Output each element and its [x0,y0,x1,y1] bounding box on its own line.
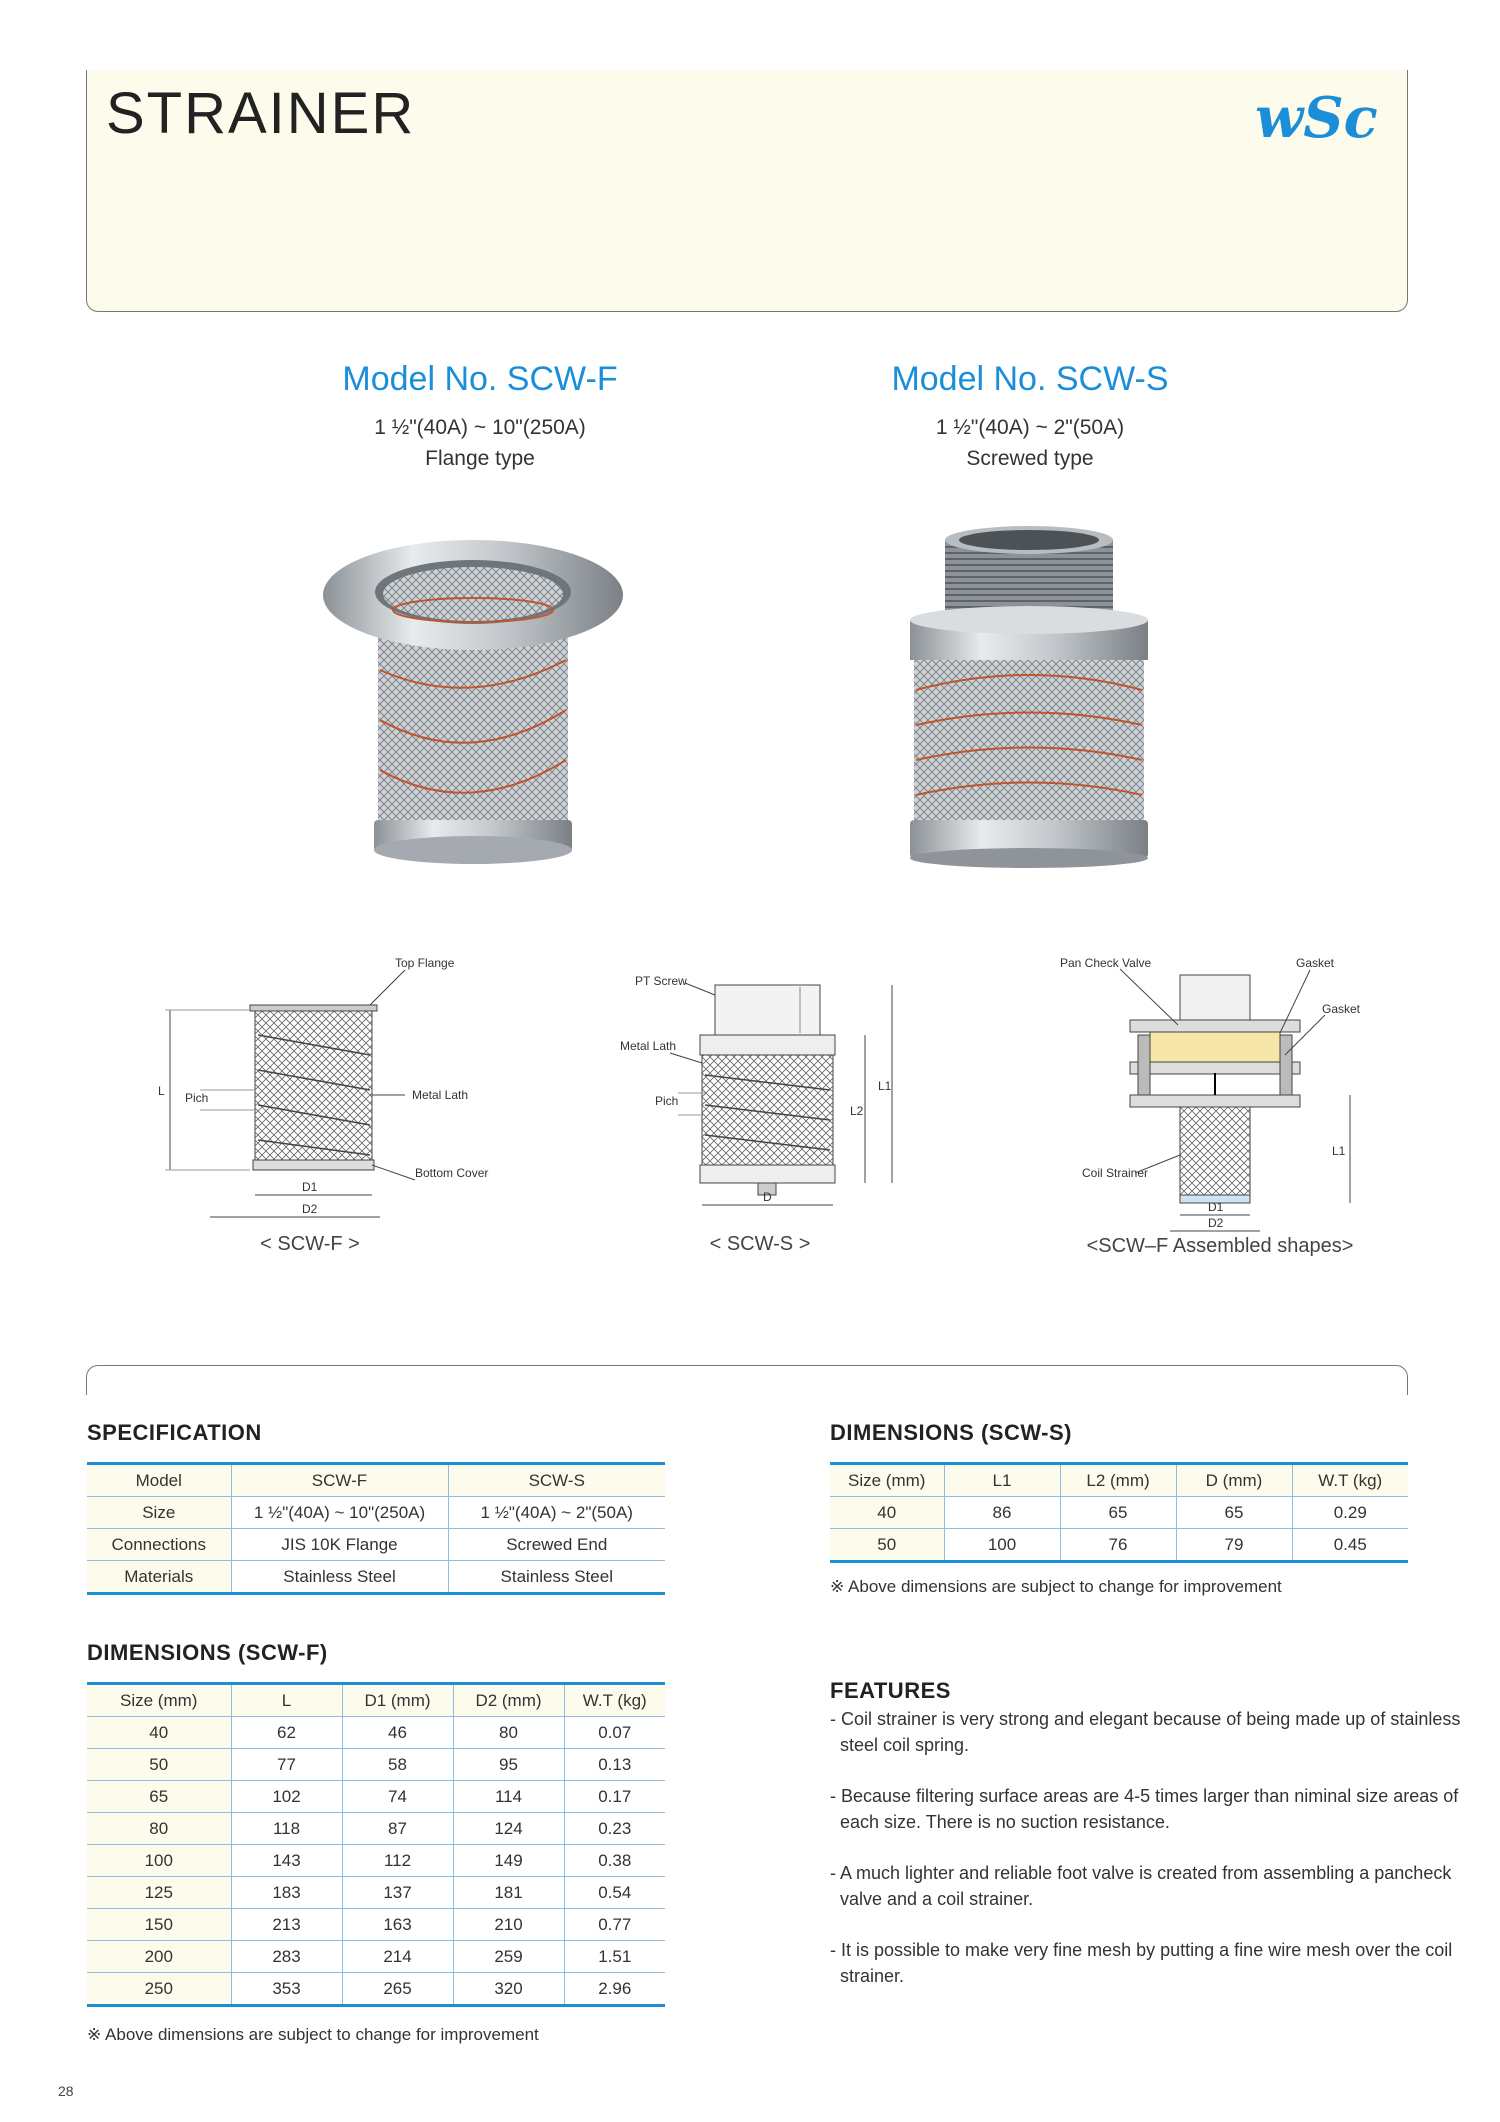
table-cell: 124 [453,1813,564,1845]
table-row [87,1749,665,1781]
table-cell: 40 [87,1717,231,1749]
table-row [87,1684,665,1717]
table-cell: 50 [830,1529,944,1562]
feature-line: - It is possible to make very fine mesh by putting a fine wire mesh over the coil [830,1940,1453,1960]
spec-cell: 1 ½"(40A) ~ 10"(250A) [231,1497,448,1529]
features-heading: FEATURES [830,1678,951,1703]
table-row [87,1497,665,1529]
table-cell: 0.17 [564,1781,665,1813]
diag-s-metal-lath: Metal Lath [620,1039,677,1053]
table-cell: 114 [453,1781,564,1813]
diag-f-pich: Pich [185,1091,209,1105]
dims-s-note: ※ Above dimensions are subject to change for improvement [830,1577,1282,1596]
table-head-cell: D (mm) [1176,1464,1292,1497]
table-row [87,1464,665,1497]
table-cell: 214 [342,1941,453,1973]
table-row [87,1973,665,2006]
table-cell: 79 [1176,1529,1292,1562]
table-cell: 183 [231,1877,342,1909]
table-cell: 58 [342,1749,453,1781]
model-f-type: Flange type [425,447,535,470]
table-cell: 213 [231,1909,342,1941]
table-row [87,1877,665,1909]
diag-s-pich: Pich [655,1094,679,1108]
model-s-size: 1 ½"(40A) ~ 2"(50A) [935,416,1125,439]
assembled-gasket-2: Gasket [1322,1002,1361,1016]
spec-heading: SPECIFICATION [87,1420,262,1445]
table-cell: 76 [1060,1529,1176,1562]
table-cell: 77 [231,1749,342,1781]
table-cell: 0.13 [564,1749,665,1781]
table-cell: 0.07 [564,1717,665,1749]
spec-cell: Screwed End [448,1529,665,1561]
page-number: 28 [58,2083,74,2099]
page-title: STRAINER [106,81,416,146]
assembled-caption: <SCW–F Assembled shapes> [1086,1235,1354,1257]
table-head-cell: L [231,1684,342,1717]
spec-cell: Materials [87,1561,231,1594]
spec-cell: JIS 10K Flange [231,1529,448,1561]
feature-line: valve and a coil strainer. [840,1889,1034,1909]
scw-f-photo [320,520,640,870]
table-head-cell: Size (mm) [830,1464,944,1497]
table-cell: 62 [231,1717,342,1749]
table-head-cell: L1 [944,1464,1060,1497]
table-cell: 112 [342,1845,453,1877]
table-cell: 353 [231,1973,342,2006]
spec-table [87,1462,665,1595]
diag-s-d: D [763,1190,772,1204]
diag-f-d2: D2 [302,1202,318,1216]
table-cell: 80 [453,1717,564,1749]
dims-s-table [830,1462,1408,1563]
table-cell: 100 [944,1529,1060,1562]
spec-cell: 1 ½"(40A) ~ 2"(50A) [448,1497,665,1529]
table-cell: 125 [87,1877,231,1909]
diag-s-l1: L1 [878,1079,892,1093]
table-cell: 0.77 [564,1909,665,1941]
spec-head-cell: Model [87,1464,231,1497]
table-cell: 2.96 [564,1973,665,2006]
feature-item [830,1937,1500,1989]
spec-cell: Stainless Steel [231,1561,448,1594]
table-head-cell: Size (mm) [87,1684,231,1717]
table-cell: 320 [453,1973,564,2006]
table-cell: 283 [231,1941,342,1973]
table-cell: 259 [453,1941,564,1973]
table-head-cell: W.T (kg) [564,1684,665,1717]
table-cell: 0.23 [564,1813,665,1845]
assembled-diagram [1060,955,1380,1235]
table-row [87,1781,665,1813]
table-row [87,1845,665,1877]
diag-s-caption: < SCW-S > [709,1233,811,1255]
table-row [87,1909,665,1941]
spec-cell: Stainless Steel [448,1561,665,1594]
table-head-cell: L2 (mm) [1060,1464,1176,1497]
diag-f-d1: D1 [302,1180,318,1194]
assembled-coil-strainer: Coil Strainer [1082,1166,1149,1180]
model-f-size: 1 ½"(40A) ~ 10"(250A) [374,416,586,439]
table-row [87,1941,665,1973]
spec-cell: Size [87,1497,231,1529]
table-row [830,1529,1408,1562]
table-cell: 0.38 [564,1845,665,1877]
table-cell: 143 [231,1845,342,1877]
table-cell: 100 [87,1845,231,1877]
table-cell: 149 [453,1845,564,1877]
table-row [830,1464,1408,1497]
table-cell: 137 [342,1877,453,1909]
table-cell: 181 [453,1877,564,1909]
assembled-pan-check-valve: Pan Check Valve [1060,956,1152,970]
table-cell: 200 [87,1941,231,1973]
diag-f-metal-lath: Metal Lath [412,1088,469,1102]
spec-head-cell: SCW-S [448,1464,665,1497]
table-cell: 210 [453,1909,564,1941]
feature-line: each size. There is no suction resistance. [840,1812,1170,1832]
table-cell: 250 [87,1973,231,2006]
assembled-d1: D1 [1208,1200,1224,1214]
scw-f-diagram [150,955,530,1225]
feature-item [830,1783,1500,1835]
table-cell: 65 [1176,1497,1292,1529]
diag-s-pt-screw: PT Screw [635,974,687,988]
dims-f-note: ※ Above dimensions are subject to change for improvement [87,2025,539,2044]
diag-f-top-flange: Top Flange [395,956,455,970]
feature-line: strainer. [840,1966,905,1986]
table-cell: 118 [231,1813,342,1845]
table-cell: 163 [342,1909,453,1941]
table-row [830,1497,1408,1529]
table-cell: 0.45 [1292,1529,1408,1562]
table-head-cell: D2 (mm) [453,1684,564,1717]
dims-f-table [87,1682,665,2007]
spec-cell: Connections [87,1529,231,1561]
scw-s-diagram [610,965,910,1215]
assembled-gasket-1: Gasket [1296,956,1335,970]
scw-s-photo [900,520,1160,870]
table-cell: 65 [1060,1497,1176,1529]
diag-f-l: L [158,1084,165,1098]
assembled-l1: L1 [1332,1144,1346,1158]
table-row [87,1813,665,1845]
table-cell: 50 [87,1749,231,1781]
diag-s-l2: L2 [850,1104,864,1118]
table-cell: 0.29 [1292,1497,1408,1529]
table-cell: 102 [231,1781,342,1813]
table-cell: 65 [87,1781,231,1813]
feature-line: - Because filtering surface areas are 4-5 times larger than niminal size areas of [830,1786,1459,1806]
feature-item [830,1860,1500,1912]
table-cell: 74 [342,1781,453,1813]
model-f-title: Model No. SCW-F [342,360,618,398]
table-head-cell: W.T (kg) [1292,1464,1408,1497]
table-cell: 80 [87,1813,231,1845]
dims-f-heading: DIMENSIONS (SCW-F) [87,1640,328,1665]
dims-s-heading: DIMENSIONS (SCW-S) [830,1420,1072,1445]
feature-line: - A much lighter and reliable foot valve is created from assembling a pancheck [830,1863,1452,1883]
lower-divider [86,1365,1408,1395]
assembled-d2: D2 [1208,1216,1224,1230]
table-cell: 87 [342,1813,453,1845]
spec-head-cell: SCW-F [231,1464,448,1497]
table-cell: 1.51 [564,1941,665,1973]
feature-line: steel coil spring. [840,1735,970,1755]
diag-f-bottom-cover: Bottom Cover [415,1166,489,1180]
table-row [87,1717,665,1749]
table-cell: 95 [453,1749,564,1781]
table-head-cell: D1 (mm) [342,1684,453,1717]
model-s-type: Screwed type [966,447,1094,470]
table-row [87,1529,665,1561]
brand-logo: wSc [1255,85,1378,151]
table-cell: 40 [830,1497,944,1529]
table-cell: 0.54 [564,1877,665,1909]
table-cell: 150 [87,1909,231,1941]
feature-line: - Coil strainer is very strong and elegant because of being made up of stainless [830,1709,1461,1729]
diag-f-caption: < SCW-F > [260,1233,360,1255]
feature-item [830,1706,1500,1758]
table-cell: 46 [342,1717,453,1749]
table-cell: 86 [944,1497,1060,1529]
model-s-title: Model No. SCW-S [891,360,1169,398]
table-cell: 265 [342,1973,453,2006]
table-row [87,1561,665,1594]
